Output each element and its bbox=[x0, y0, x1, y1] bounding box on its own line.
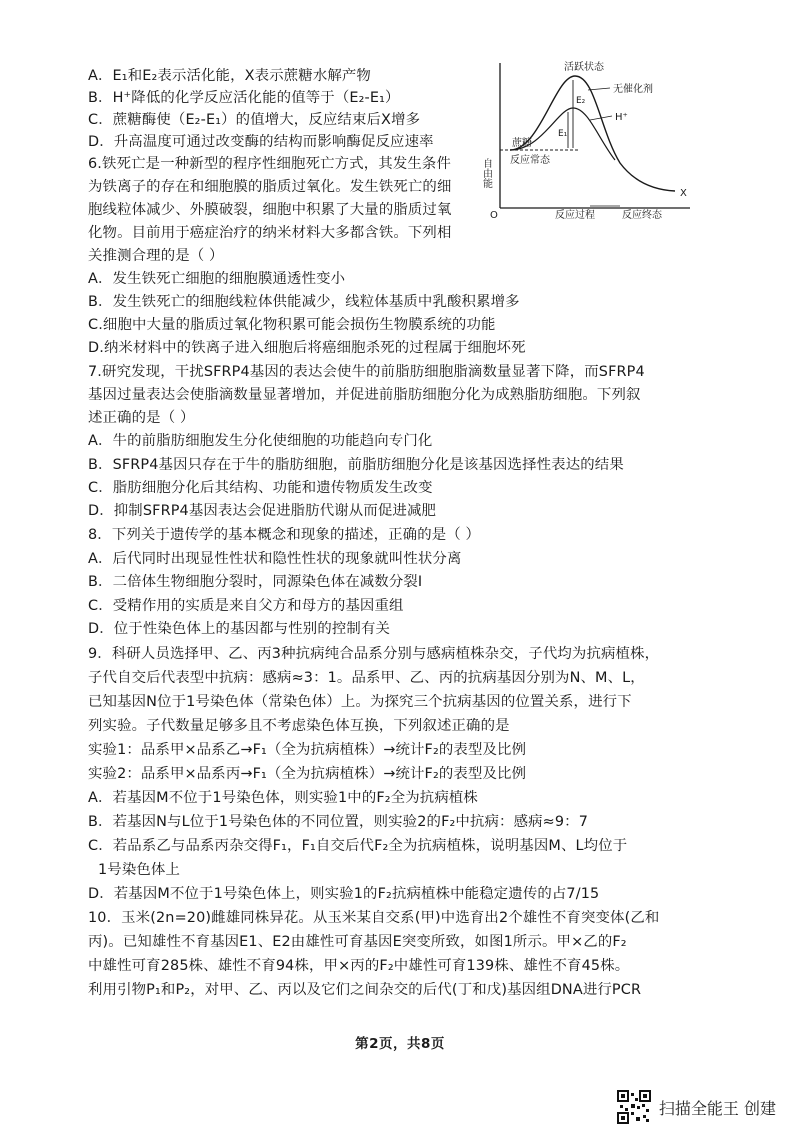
question-7-stem: 7.研究发现，干扰SFRP4基因的表达会使牛的前脂肪细胞脂滴数量显著下降，而SFRP4 bbox=[88, 364, 645, 380]
question-10-stem: 中雄性可育285株、雄性不育94株，甲×丙的F₂中雄性可育139株、雄性不育45株。 bbox=[88, 958, 630, 974]
question-8-stem: 8．下列关于遗传学的基本概念和现象的描述，正确的是（ ） bbox=[88, 527, 481, 543]
question-9-stem: 子代自交后代表型中抗病：感病≈3：1。品系甲、乙、丙的抗病基因分别为N、M、L， bbox=[88, 670, 645, 686]
question-10-stem: 利用引物P₁和P₂，对甲、乙、丙以及它们之间杂交的后代(丁和戊)基因组DNA进行PCR bbox=[88, 982, 642, 998]
option-7a: A．牛的前脂肪细胞发生分化使细胞的功能趋向专门化 bbox=[88, 433, 433, 449]
question-9-stem: 9．科研人员选择甲、乙、丙3种抗病纯合品系分别与感病植株杂交，子代均为抗病植株， bbox=[88, 646, 660, 662]
progress-label: 反应过程 bbox=[555, 210, 595, 221]
question-7-stem: 基因过量表达会使脂滴数量显著增加，并促进前脂肪细胞分化为成熟脂肪细胞。下列叙 bbox=[88, 387, 641, 403]
option-5c: C．蔗糖酶使（E₂-E₁）的值增大，反应结束后X增多 bbox=[88, 112, 421, 128]
question-6-stem: 6.铁死亡是一种新型的程序性细胞死亡方式，其发生条件 bbox=[88, 156, 452, 172]
no-catalyst-label: 无催化剂 bbox=[613, 84, 653, 95]
no-catalyst-pointer bbox=[588, 88, 610, 90]
option-9b: B．若基因N与L位于1号染色体的不同位置，则实验2的F₂中抗病：感病≈9：7 bbox=[88, 814, 589, 830]
question-10-stem: 10．玉米(2n=20)雌雄同株异花。从玉米某自交系(甲)中选育出2个雄性不育突变体(乙和 bbox=[88, 910, 660, 926]
option-7b: B．SFRP4基因只存在于牛的脂肪细胞，前脂肪细胞分化是该基因选择性表达的结果 bbox=[88, 457, 624, 473]
page-number: 第2页，共8页 bbox=[355, 1036, 445, 1052]
option-6b: B．发生铁死亡的细胞线粒体供能减少，线粒体基质中乳酸积累增多 bbox=[88, 294, 520, 310]
option-8c: C．受精作用的实质是来自父方和母方的基因重组 bbox=[88, 598, 404, 614]
energy-diagram bbox=[470, 58, 702, 228]
option-7d: D．抑制SFRP4基因表达会促进脂肪代谢从而促进减肥 bbox=[88, 503, 437, 519]
qr-code-icon bbox=[617, 1090, 651, 1124]
question-6-stem: 为铁离子的存在和细胞膜的脂质过氧化。发生铁死亡的细 bbox=[88, 179, 452, 195]
question-6-stem: 关推测合理的是（ ） bbox=[88, 248, 224, 264]
free-energy-label: 自由能 bbox=[480, 158, 492, 188]
question-9-stem: 已知基因N位于1号染色体（常染色体）上。为探究三个抗病基因的位置关系，进行下 bbox=[88, 694, 632, 710]
question-10-stem: 丙)。已知雄性不育基因E1、E2由雄性可育基因E突变所致，如图1所示。甲×乙的F₂ bbox=[88, 934, 627, 950]
experiment-2: 实验2：品系甲×品系丙→F₁（全为抗病植株）→统计F₂的表型及比例 bbox=[88, 766, 527, 782]
sucrose-label: 蔗糖 bbox=[512, 138, 532, 149]
final-state-label: 反应终态 bbox=[622, 210, 662, 221]
option-5d: D．升高温度可通过改变酶的结构而影响酶促反应速率 bbox=[88, 134, 434, 150]
option-6d: D.纳米材料中的铁离子进入细胞后将癌细胞杀死的过程属于细胞坏死 bbox=[88, 340, 526, 356]
option-6a: A．发生铁死亡细胞的细胞膜通透性变小 bbox=[88, 271, 346, 287]
x-product-label: X bbox=[680, 188, 687, 199]
origin-label: O bbox=[490, 210, 498, 221]
watermark-text: 扫描全能王 创建 bbox=[658, 1098, 776, 1118]
question-7-stem: 述正确的是（ ） bbox=[88, 410, 195, 426]
option-9a: A．若基因M不位于1号染色体，则实验1中的F₂全为抗病植株 bbox=[88, 790, 478, 806]
option-9c-cont: 1号染色体上 bbox=[98, 862, 181, 878]
option-6c: C.细胞中大量的脂质过氧化物积累可能会损伤生物膜系统的功能 bbox=[88, 317, 496, 333]
option-8d: D．位于性染色体上的基因都与性别的控制有关 bbox=[88, 621, 391, 637]
e1-label: E₁ bbox=[558, 129, 568, 139]
option-8a: A．后代同时出现显性性状和隐性性状的现象就叫性状分离 bbox=[88, 551, 462, 567]
option-7c: C．脂肪细胞分化后其结构、功能和遗传物质发生改变 bbox=[88, 480, 433, 496]
active-state-label: 活跃状态 bbox=[564, 62, 604, 73]
option-5a: A．E₁和E₂表示活化能，X表示蔗糖水解产物 bbox=[88, 68, 371, 84]
option-9d: D．若基因M不位于1号染色体上，则实验1的F₂抗病植株中能稳定遗传的占7/15 bbox=[88, 886, 600, 902]
e2-label: E₂ bbox=[576, 96, 586, 106]
question-6-stem: 化物。目前用于癌症治疗的纳米材料大多都含铁。下列相 bbox=[88, 225, 452, 241]
option-9c: C．若品系乙与品系丙杂交得F₁，F₁自交后代F₂全为抗病植株，说明基因M、L均位于 bbox=[88, 838, 628, 854]
question-6-stem: 胞线粒体减少、外膜破裂，细胞中积累了大量的脂质过氧 bbox=[88, 202, 452, 218]
scanner-watermark bbox=[617, 1090, 776, 1124]
reaction-normal-label: 反应常态 bbox=[510, 155, 550, 166]
h-plus-label: H⁺ bbox=[615, 112, 628, 123]
option-5b: B．H⁺降低的化学反应活化能的值等于（E₂-E₁） bbox=[88, 90, 400, 106]
experiment-1: 实验1：品系甲×品系乙→F₁（全为抗病植株）→统计F₂的表型及比例 bbox=[88, 742, 527, 758]
question-9-stem: 列实验。子代数量足够多且不考虑染色体互换，下列叙述正确的是 bbox=[88, 718, 510, 734]
option-8b: B．二倍体生物细胞分裂时，同源染色体在减数分裂Ⅰ bbox=[88, 574, 423, 590]
